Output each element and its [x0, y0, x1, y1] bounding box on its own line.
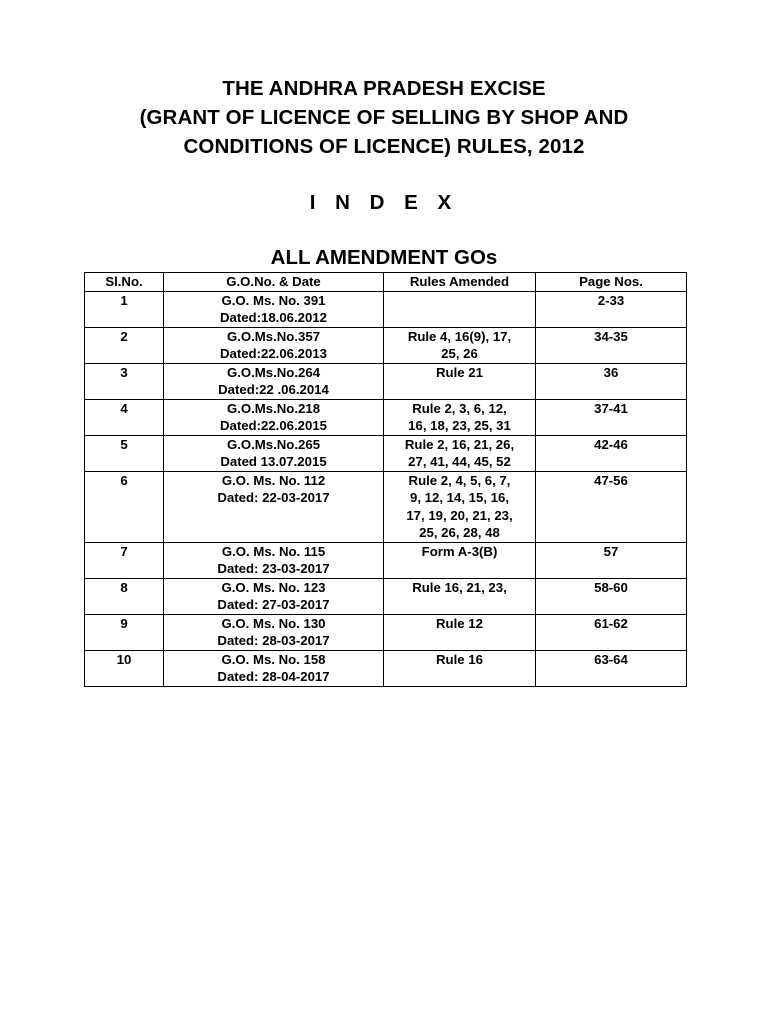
- cell-rules-amended: [384, 578, 536, 614]
- go-date: Dated: 22-03-2017: [217, 490, 330, 505]
- cell-go-no-date: [164, 291, 384, 327]
- cell-sl-no: 6: [85, 471, 164, 542]
- header-page-nos: Page Nos.: [536, 273, 687, 292]
- cell-rules-amended: [384, 327, 536, 363]
- cell-page-nos: 2-33: [536, 291, 687, 327]
- cell-rules-amended: [384, 399, 536, 435]
- cell-sl-no: 5: [85, 435, 164, 471]
- table-header-row: [85, 273, 687, 292]
- go-date: Dated:22 .06.2014: [218, 382, 329, 397]
- cell-page-nos: 42-46: [536, 435, 687, 471]
- cell-sl-no: 7: [85, 542, 164, 578]
- go-number: G.O. Ms. No. 112: [221, 472, 326, 488]
- cell-go-no-date: [164, 650, 384, 686]
- cell-sl-no: 3: [85, 363, 164, 399]
- go-number: G.O. Ms. No. 130: [221, 615, 326, 631]
- rules-line: Rule 12: [436, 615, 483, 631]
- cell-page-nos: 47-56: [536, 471, 687, 542]
- cell-page-nos: 37-41: [536, 399, 687, 435]
- rules-line: Rule 4, 16(9), 17,: [407, 328, 512, 344]
- cell-go-no-date: [164, 542, 384, 578]
- go-number: G.O.Ms.No.357: [226, 328, 321, 344]
- cell-sl-no: 9: [85, 614, 164, 650]
- rules-line: Rule 2, 3, 6, 12,: [412, 400, 507, 416]
- go-number: G.O. Ms. No. 115: [221, 543, 326, 559]
- title-line-1: THE ANDHRA PRADESH EXCISE: [222, 77, 546, 100]
- go-date: Dated: 28-03-2017: [217, 633, 330, 648]
- cell-page-nos: 36: [536, 363, 687, 399]
- rules-line: 25, 26: [441, 346, 478, 361]
- rules-line: 9, 12, 14, 15, 16,: [410, 490, 509, 505]
- section-heading: ALL AMENDMENT GOs: [270, 246, 498, 269]
- table-row: [85, 291, 687, 327]
- rules-line: 27, 41, 44, 45, 52: [408, 454, 511, 469]
- go-number: G.O. Ms. No. 391: [221, 292, 326, 308]
- table-row: [85, 435, 687, 471]
- cell-sl-no: 8: [85, 578, 164, 614]
- cell-rules-amended: [384, 471, 536, 542]
- cell-page-nos: 57: [536, 542, 687, 578]
- cell-page-nos: 58-60: [536, 578, 687, 614]
- table-row: [85, 578, 687, 614]
- rules-line: Rule 16: [436, 651, 483, 667]
- go-date: Dated:22.06.2013: [219, 346, 328, 361]
- go-date: Dated:18.06.2012: [219, 310, 328, 325]
- cell-rules-amended: [384, 363, 536, 399]
- rules-line: 16, 18, 23, 25, 31: [408, 418, 511, 433]
- table-body: [85, 291, 687, 686]
- title-line-3: CONDITIONS OF LICENCE) RULES, 2012: [183, 135, 585, 158]
- title-line-2: (GRANT OF LICENCE OF SELLING BY SHOP AND: [139, 106, 629, 129]
- header-sl-no: Sl.No.: [85, 273, 164, 292]
- go-date: Dated: 23-03-2017: [217, 561, 330, 576]
- cell-go-no-date: [164, 435, 384, 471]
- cell-page-nos: 63-64: [536, 650, 687, 686]
- table-row: [85, 650, 687, 686]
- cell-rules-amended: [384, 542, 536, 578]
- rules-line: 17, 19, 20, 21, 23,: [406, 507, 513, 523]
- cell-sl-no: 4: [85, 399, 164, 435]
- rules-line: Form A-3(B): [421, 543, 498, 559]
- cell-rules-amended: [384, 435, 536, 471]
- table-row: [85, 363, 687, 399]
- cell-sl-no: 10: [85, 650, 164, 686]
- cell-go-no-date: [164, 327, 384, 363]
- table-row: [85, 327, 687, 363]
- amendment-index-table: [84, 272, 687, 687]
- table-row: [85, 614, 687, 650]
- rules-line: Rule 21: [436, 364, 483, 380]
- rules-line: Rule 16, 21, 23,: [412, 579, 507, 595]
- cell-page-nos: 34-35: [536, 327, 687, 363]
- table-row: [85, 399, 687, 435]
- go-date: Dated 13.07.2015: [220, 454, 327, 469]
- cell-go-no-date: [164, 471, 384, 542]
- table-row: [85, 471, 687, 542]
- go-number: G.O.Ms.No.265: [226, 436, 321, 452]
- cell-rules-amended: [384, 291, 536, 327]
- cell-sl-no: 1: [85, 291, 164, 327]
- cell-sl-no: 2: [85, 327, 164, 363]
- go-number: G.O. Ms. No. 158: [221, 651, 326, 667]
- go-date: Dated: 28-04-2017: [217, 669, 330, 684]
- go-number: G.O.Ms.No.218: [226, 400, 321, 416]
- header-rules-amended: Rules Amended: [384, 273, 536, 292]
- cell-go-no-date: [164, 614, 384, 650]
- rules-line: Rule 2, 16, 21, 26,: [404, 436, 515, 452]
- rules-line: 25, 26, 28, 48: [419, 525, 500, 540]
- cell-go-no-date: [164, 363, 384, 399]
- table-row: [85, 542, 687, 578]
- go-date: Dated: 27-03-2017: [217, 597, 330, 612]
- go-number: G.O. Ms. No. 123: [221, 579, 326, 595]
- cell-go-no-date: [164, 578, 384, 614]
- document-title: [0, 74, 768, 161]
- index-heading: I N D E X: [309, 191, 459, 214]
- cell-go-no-date: [164, 399, 384, 435]
- rules-line: Rule 2, 4, 5, 6, 7,: [408, 472, 511, 488]
- cell-rules-amended: [384, 614, 536, 650]
- header-go-no-date: G.O.No. & Date: [164, 273, 384, 292]
- go-date: Dated:22.06.2015: [219, 418, 328, 433]
- go-number: G.O.Ms.No.264: [226, 364, 321, 380]
- cell-rules-amended: [384, 650, 536, 686]
- cell-page-nos: 61-62: [536, 614, 687, 650]
